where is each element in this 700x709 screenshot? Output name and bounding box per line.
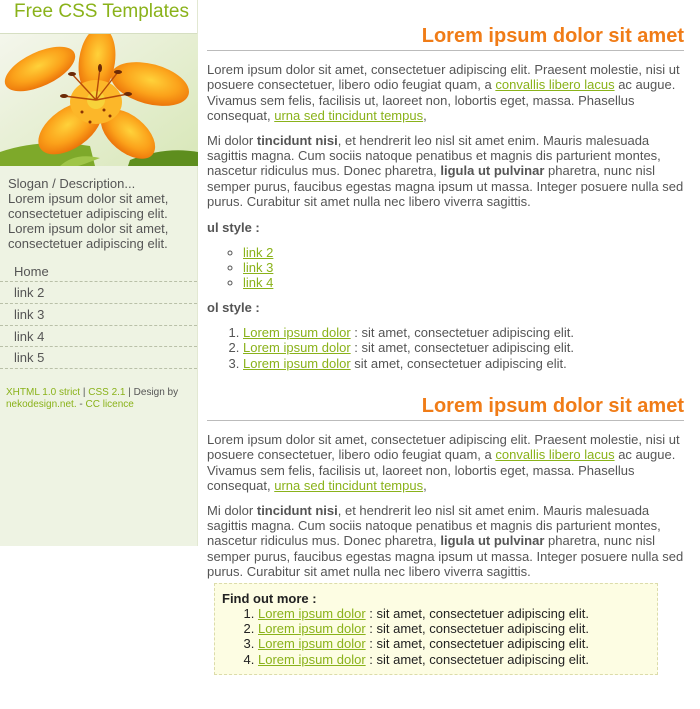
- urna-link[interactable]: urna sed tincidunt tempus: [274, 108, 424, 124]
- paragraph-text: ,: [423, 108, 427, 124]
- list-item: [258, 636, 657, 651]
- find-out-more-title: Find out more :: [222, 591, 317, 606]
- bold-text: tincidunt nisi: [256, 502, 338, 518]
- site-title[interactable]: Free CSS Templates: [0, 0, 197, 34]
- list-link[interactable]: Lorem ipsum dolor: [258, 606, 366, 621]
- list-item-text: : sit amet, consectetuer adipiscing elit.: [350, 325, 574, 341]
- list-link[interactable]: Lorem ipsum dolor: [243, 340, 351, 356]
- css-link[interactable]: CSS 2.1: [88, 387, 126, 398]
- list-item-text: sit amet, consectetuer adipiscing elit.: [350, 355, 567, 371]
- ol-style-label: ol style :: [207, 300, 260, 316]
- article-paragraph: [207, 62, 684, 124]
- xhtml-link[interactable]: XHTML 1.0 strict: [6, 387, 81, 398]
- ul-style-list: [207, 245, 684, 291]
- paragraph-text: Mi dolor: [207, 132, 257, 148]
- list-item: [243, 325, 684, 340]
- list-item-text: : sit amet, consectetuer adipiscing elit.: [365, 621, 589, 637]
- list-link[interactable]: link 3: [243, 259, 274, 275]
- paragraph-text: pharetra, nunc nisl semper purus, faucibus egestas magna ipsum ut massa. Integer posuere nulla sed purus. Curabitur sit amet nulla nec libero viverra sagittis.: [207, 163, 684, 210]
- list-item: [243, 340, 684, 355]
- slogan-line: consectetuer adipiscing elit.: [8, 206, 168, 221]
- urna-link[interactable]: urna sed tincidunt tempus: [274, 478, 424, 494]
- paragraph-text: , et hendrerit leo nisl sit amet enim. Mauris malesuada sagittis magna. Cum sociis natoque penatibus et magnis dis parturient montes, nascetur ridiculus mus. Donec pharetra,: [207, 132, 661, 179]
- list-item-text: : sit amet, consectetuer adipiscing elit.: [365, 651, 589, 667]
- main-content: [207, 0, 684, 580]
- list-link[interactable]: Lorem ipsum dolor: [258, 621, 366, 637]
- convallis-link[interactable]: convallis libero lacus: [495, 77, 615, 93]
- list-link[interactable]: Lorem ipsum dolor: [258, 636, 366, 652]
- slogan-line: consectetuer adipiscing elit.: [8, 236, 168, 251]
- nav-item-link-4[interactable]: link 4: [0, 326, 197, 348]
- list-link[interactable]: Lorem ipsum dolor: [243, 325, 351, 341]
- list-item-text: : sit amet, consectetuer adipiscing elit.: [350, 340, 574, 356]
- list-item-text: : sit amet, consectetuer adipiscing elit.: [365, 606, 589, 621]
- list-item: [258, 652, 657, 667]
- list-item-text: : sit amet, consectetuer adipiscing elit.: [365, 636, 589, 652]
- list-item: [258, 621, 657, 636]
- list-item: [258, 606, 657, 621]
- article-paragraph: [207, 432, 684, 494]
- list-item: [243, 356, 684, 371]
- find-out-more-box: [214, 583, 658, 675]
- slogan-line: Lorem ipsum dolor sit amet,: [8, 191, 169, 206]
- article-title: Lorem ipsum dolor sit amet: [207, 25, 684, 51]
- footer-sep: -: [76, 399, 86, 410]
- nekodesign-link[interactable]: nekodesign.net.: [6, 399, 77, 410]
- sidebar-footer: [6, 387, 192, 411]
- nav-item-link-5[interactable]: link 5: [0, 347, 197, 369]
- article-paragraph: [207, 503, 684, 580]
- article-paragraph: [207, 133, 684, 210]
- article-title: Lorem ipsum dolor sit amet: [207, 395, 684, 421]
- slogan-line: Lorem ipsum dolor sit amet,: [8, 221, 169, 236]
- paragraph-text: Lorem ipsum dolor sit amet, consectetuer adipiscing elit. Praesent molestie, nisi ut posuere consectetuer, libero odio feugiat quam, a: [207, 62, 680, 93]
- bold-text: tincidunt nisi: [256, 132, 338, 148]
- sidebar-nav: [0, 261, 197, 369]
- paragraph-text: pharetra, nunc nisl semper purus, faucibus egestas magna ipsum ut massa. Integer posuere nulla sed purus. Curabitur sit amet nulla nec libero viverra sagittis.: [207, 533, 684, 580]
- footer-sep: |: [80, 387, 89, 398]
- slogan-title: Slogan / Description...: [8, 176, 136, 191]
- list-item: [243, 245, 684, 260]
- list-link[interactable]: link 4: [243, 275, 274, 291]
- bold-text: ligula ut pulvinar: [440, 163, 545, 179]
- list-link[interactable]: Lorem ipsum dolor: [258, 651, 366, 667]
- convallis-link[interactable]: convallis libero lacus: [495, 447, 615, 463]
- nav-item-link-2[interactable]: link 2: [0, 282, 197, 304]
- paragraph-text: Mi dolor: [207, 502, 257, 518]
- list-link[interactable]: Lorem ipsum dolor: [243, 355, 351, 371]
- slogan: [0, 166, 197, 251]
- paragraph-text: ac augue. Vivamus sem felis, facilisis ut, laoreet non, lobortis eget, massa. Phasellus consequat,: [207, 447, 676, 494]
- footer-sep: | Design by: [125, 387, 179, 398]
- list-link[interactable]: link 2: [243, 244, 274, 260]
- bold-text: ligula ut pulvinar: [440, 533, 545, 549]
- ol-style-list: [207, 325, 684, 371]
- list-item: [243, 260, 684, 275]
- cc-licence-link[interactable]: CC licence: [85, 399, 134, 410]
- header-flower-image: [0, 34, 198, 166]
- sidebar: [0, 0, 198, 546]
- paragraph-text: Lorem ipsum dolor sit amet, consectetuer adipiscing elit. Praesent molestie, nisi ut posuere consectetuer, libero odio feugiat quam, a: [207, 431, 680, 463]
- nav-item-link-3[interactable]: link 3: [0, 304, 197, 326]
- paragraph-text: ,: [423, 478, 427, 494]
- list-item: [243, 275, 684, 290]
- find-out-more-list: [222, 606, 657, 667]
- nav-item-home[interactable]: Home: [0, 261, 197, 282]
- paragraph-text: ac augue. Vivamus sem felis, facilisis ut, laoreet non, lobortis eget, massa. Phasellus consequat,: [207, 77, 676, 124]
- paragraph-text: , et hendrerit leo nisl sit amet enim. Mauris malesuada sagittis magna. Cum sociis natoque penatibus et magnis dis parturient montes, nascetur ridiculus mus. Donec pharetra,: [207, 502, 661, 549]
- ul-style-label: ul style :: [207, 219, 260, 235]
